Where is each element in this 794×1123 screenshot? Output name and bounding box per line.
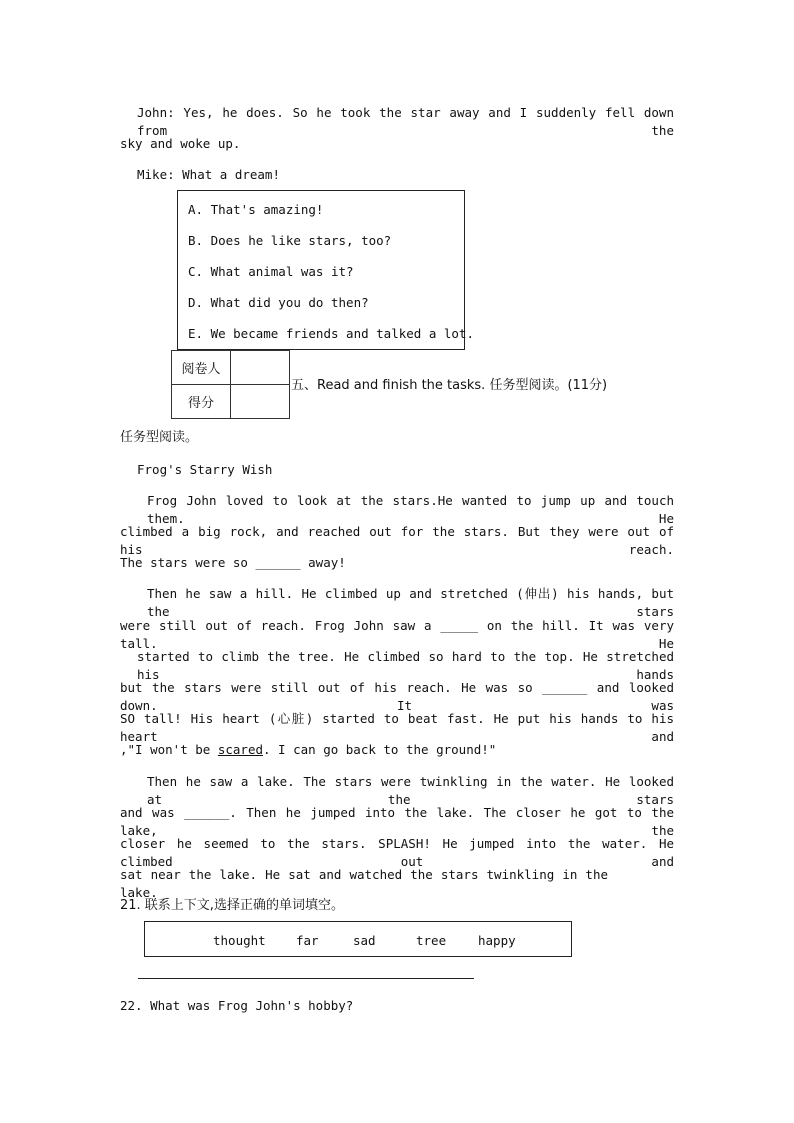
word-bank-item: sad	[353, 933, 376, 948]
word-bank-box	[144, 921, 572, 957]
quote-end: . I can go back to the ground!"	[263, 742, 497, 757]
dialogue-mike-line: Mike: What a dream!	[137, 167, 280, 182]
story-line: and was ______. Then he jumped into the lake. The closer he got to the lake, the	[120, 805, 674, 838]
reviewer-cell	[231, 351, 290, 385]
story-line: Frog John loved to look at the stars.He wanted to jump up and touch them. He	[147, 493, 674, 526]
quote-start: ,"I won't be	[120, 742, 218, 757]
story-line: started to climb the tree. He climbed so hard to the top. He stretched his hands	[137, 649, 674, 682]
story-line: Then he saw a lake. The stars were twinkling in the water. He looked at the stars	[147, 774, 674, 807]
dialogue-john-line-1: John: Yes, he does. So he took the star away and I suddenly fell down from the	[137, 105, 674, 138]
question-21: 21. 联系上下文,选择正确的单词填空。	[120, 898, 344, 913]
story-line: Then he saw a hill. He climbed up and stretched (伸出) his hands, but the stars	[147, 586, 674, 619]
score-table	[171, 350, 290, 419]
story-title: Frog's Starry Wish	[137, 462, 273, 477]
options-box	[177, 190, 474, 350]
story-line: were still out of reach. Frog John saw a _____ on the hill. It was very tall. He	[120, 618, 674, 651]
option-c: C. What animal was it?	[188, 264, 354, 279]
story-line-quote	[120, 741, 496, 759]
word-bank-item: far	[296, 933, 319, 948]
word-bank-item: tree	[416, 933, 447, 948]
score-cell	[231, 385, 290, 419]
story-line: but the stars were still out of his reach. He was so ______ and looked down. It was	[120, 680, 674, 713]
question-22: 22. What was Frog John's hobby?	[120, 998, 354, 1013]
option-e: E. We became friends and talked a lot.	[188, 326, 474, 341]
story-line: closer he seemed to the stars. SPLASH! He jumped into the water. He climbed out and	[120, 836, 674, 869]
dialogue-john-line-2: sky and woke up.	[120, 136, 241, 151]
story-line: The stars were so ______ away!	[120, 555, 346, 570]
underlined-word-scared: scared	[217, 742, 263, 757]
story-line: climbed a big rock, and reached out for the stars. But they were out of his reach.	[120, 524, 674, 557]
story-line: sat near the lake. He sat and watched the stars twinkling in the lake.	[120, 867, 608, 900]
word-bank-item: happy	[478, 933, 516, 948]
option-d: D. What did you do then?	[188, 295, 369, 310]
option-b: B. Does he like stars, too?	[188, 233, 392, 248]
score-label: 得分	[172, 385, 231, 419]
section-subtitle: 任务型阅读。	[120, 430, 199, 445]
word-bank-item: thought	[213, 933, 266, 948]
answer-line-21	[138, 978, 474, 979]
option-a: A. That's amazing!	[188, 202, 324, 217]
reviewer-label: 阅卷人	[172, 351, 231, 385]
story-line: SO tall! His heart (心脏) started to beat fast. He put his hands to his heart and	[120, 711, 674, 744]
section-title: 五、Read and finish the tasks. 任务型阅读。(11分)	[291, 378, 608, 393]
